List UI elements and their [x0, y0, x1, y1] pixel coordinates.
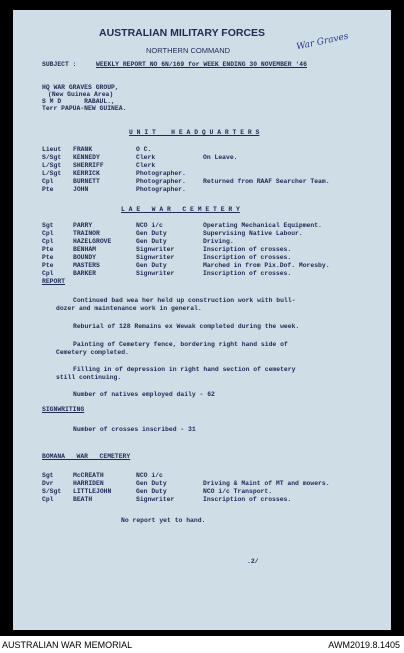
personnel-rank: Pte	[42, 254, 54, 261]
personnel-role: Gen Duty	[136, 238, 167, 245]
command-title: NORTHERN COMMAND	[146, 46, 231, 55]
personnel-name: KERRICK	[73, 170, 100, 177]
personnel-name: LITTLEJOHN	[73, 488, 112, 495]
personnel-name: KENNEDY	[73, 154, 100, 161]
personnel-role: Signwriter	[136, 246, 175, 253]
section-title-lae: L A E W A R C E M E T E R Y	[121, 206, 240, 213]
personnel-role: Photographer.	[136, 178, 186, 185]
personnel-rank: Pte	[42, 246, 54, 253]
personnel-name: HAZELGROVE	[73, 238, 112, 245]
personnel-note: On Leave.	[203, 154, 238, 161]
personnel-role: Gen Duty	[136, 230, 167, 237]
personnel-note: Returned from RAAF Searcher Team.	[203, 178, 330, 185]
personnel-rank: Sgt	[42, 472, 54, 479]
personnel-name: SHERRIFF	[73, 162, 104, 169]
report-paragraph: Number of natives employed daily - 62	[73, 391, 215, 398]
personnel-rank: L/Sgt	[42, 162, 62, 169]
personnel-note: Inscription of crosses.	[203, 496, 292, 503]
personnel-rank: Lieut	[42, 146, 62, 153]
personnel-rank: Cpl	[42, 270, 54, 277]
report-paragraph: Painting of Cemetery fence, bordering right hand side of	[73, 341, 288, 348]
personnel-role: Signwriter	[136, 496, 175, 503]
personnel-note: Inscription of crosses.	[203, 254, 292, 261]
personnel-note: Marched in from Pix.Dof. Moresby.	[203, 262, 330, 269]
personnel-note: NCO i/c Transport.	[203, 488, 273, 495]
personnel-rank: S/Sgt	[42, 488, 62, 495]
personnel-note: Driving.	[203, 238, 234, 245]
personnel-rank: L/Sgt	[42, 170, 62, 177]
footer-accession: AWM2019.8.1405	[328, 640, 400, 650]
personnel-note: Driving & Maint of MT and mowers.	[203, 480, 330, 487]
report-label: REPORT	[42, 278, 66, 285]
address-line: (New Guinea Area)	[48, 91, 114, 98]
personnel-role: Clerk	[136, 162, 156, 169]
personnel-name: JOHN	[73, 186, 89, 193]
personnel-rank: Pte	[42, 186, 54, 193]
personnel-name: BARKER	[73, 270, 97, 277]
personnel-rank: Pte	[42, 262, 54, 269]
handwritten-annotation: War Graves	[295, 31, 350, 53]
archive-footer	[0, 636, 404, 653]
personnel-rank: Cpl	[42, 238, 54, 245]
section-title-signwriting: SIGNWRITING	[42, 406, 85, 413]
address-line: Terr PAPUA-NEW GUINEA.	[42, 105, 127, 112]
address-line: S M D RABAUL.,	[42, 98, 115, 105]
personnel-role: Gen Duty	[136, 262, 167, 269]
personnel-rank: Cpl	[42, 178, 54, 185]
personnel-role: NCO i/c	[136, 472, 163, 479]
section-title-bomana: BOMANA WAR CEMETERY	[42, 453, 131, 460]
personnel-name: McCREATH	[73, 472, 104, 479]
personnel-name: MASTERS	[73, 262, 100, 269]
report-paragraph: Filling in of depression in right hand section of cemetery	[73, 366, 296, 373]
personnel-name: BOUNDY	[73, 254, 97, 261]
personnel-name: HARRIDEN	[73, 480, 104, 487]
report-paragraph: Continued bad wea her held up construction work with bull-	[73, 297, 296, 304]
personnel-role: Signwriter	[136, 270, 175, 277]
report-paragraph: still continuing.	[56, 374, 122, 381]
personnel-note: Inscription of crosses.	[203, 246, 292, 253]
personnel-role: Gen Duty	[136, 488, 167, 495]
personnel-role: NCO i/c	[136, 222, 163, 229]
address-line: HQ WAR GRAVES GROUP,	[42, 84, 119, 91]
personnel-role: Signwriter	[136, 254, 175, 261]
signwriting-text: Number of crosses inscribed - 31	[73, 426, 196, 433]
personnel-role: Gen Duty	[136, 480, 167, 487]
personnel-name: BURNETT	[73, 178, 100, 185]
personnel-role: O C.	[136, 146, 152, 153]
section-title-unit-hq: U N I T H E A D Q U A R T E R S	[129, 129, 260, 136]
personnel-role: Photographer.	[136, 170, 186, 177]
org-title: AUSTRALIAN MILITARY FORCES	[99, 27, 266, 39]
report-paragraph: dozer and maintenance work in general.	[56, 305, 202, 312]
personnel-name: BENHAM	[73, 246, 97, 253]
personnel-note: Operating Mechanical Equipment.	[203, 222, 322, 229]
personnel-name: FRANK	[73, 146, 93, 153]
personnel-name: PARRY	[73, 222, 93, 229]
personnel-rank: Cpl	[42, 496, 54, 503]
personnel-note: Inscription of crosses.	[203, 270, 292, 277]
page-marker: .2/	[247, 558, 259, 565]
report-paragraph: Cemetery completed.	[56, 349, 129, 356]
subject-label: SUBJECT :	[42, 61, 77, 68]
personnel-rank: Dvr	[42, 480, 54, 487]
personnel-note: Supervising Native Labour.	[203, 230, 303, 237]
personnel-rank: S/Sgt	[42, 154, 62, 161]
personnel-name: TRAINOR	[73, 230, 100, 237]
document-page	[13, 10, 391, 630]
subject-text: WEEKLY REPORT NO 6N/169 for WEEK ENDING 30 NOVEMBER '46	[96, 61, 307, 68]
bomana-note: No report yet to hand.	[121, 517, 206, 524]
personnel-role: Photographer.	[136, 186, 186, 193]
personnel-name: BEATH	[73, 496, 93, 503]
personnel-role: Clerk	[136, 154, 156, 161]
footer-institution: AUSTRALIAN WAR MEMORIAL	[2, 640, 133, 650]
personnel-rank: Sgt	[42, 222, 54, 229]
personnel-rank: Cpl	[42, 230, 54, 237]
report-paragraph: Reburial of 128 Remains ex Wewak completed during the week.	[73, 323, 300, 330]
